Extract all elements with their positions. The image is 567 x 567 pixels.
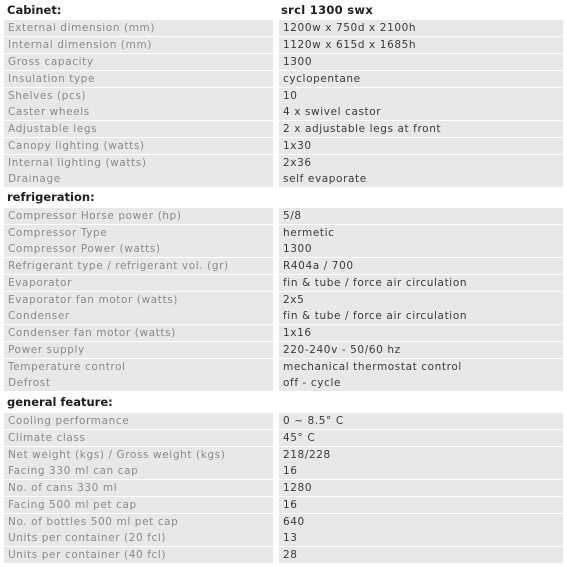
spec-value: 10: [279, 88, 563, 104]
spec-value: 45° C: [279, 430, 563, 446]
spec-value: fin & tube / force air circulation: [279, 308, 563, 324]
spec-row: [4, 463, 563, 479]
spec-value: 2 x adjustable legs at front: [279, 121, 563, 137]
spec-row: [4, 359, 563, 375]
spec-value: 1x16: [279, 325, 563, 341]
spec-label: Units per container (20 fcl): [4, 530, 273, 546]
spec-row: [4, 241, 563, 257]
spec-label: Adjustable legs: [4, 121, 273, 137]
spec-row: [4, 258, 563, 274]
spec-row: [4, 480, 563, 496]
spec-label: Defrost: [4, 375, 273, 391]
spec-label: Evaporator fan motor (watts): [4, 292, 273, 308]
spec-label: Compressor Horse power (hp): [4, 208, 273, 224]
spec-label: No. of cans 330 ml: [4, 480, 273, 496]
spec-label: Evaporator: [4, 275, 273, 291]
general-section-title: general feature:: [7, 395, 113, 409]
spec-value: off - cycle: [279, 375, 563, 391]
spec-value: hermetic: [279, 225, 563, 241]
spec-value: R404a / 700: [279, 258, 563, 274]
spec-row: [4, 430, 563, 446]
spec-label: Canopy lighting (watts): [4, 138, 273, 154]
spec-row: [4, 413, 563, 429]
spec-label: Internal dimension (mm): [4, 37, 273, 53]
spec-row: [4, 88, 563, 104]
spec-label: Net weight (kgs) / Gross weight (kgs): [4, 447, 273, 463]
spec-row: [4, 138, 563, 154]
spec-row: [4, 375, 563, 391]
spec-value: 1300: [279, 54, 563, 70]
spec-value: 640: [279, 514, 563, 530]
spec-label: No. of bottles 500 ml pet cap: [4, 514, 273, 530]
spec-row: [4, 54, 563, 70]
refrigeration-section-title: refrigeration:: [7, 190, 95, 204]
spec-value: 4 x swivel castor: [279, 104, 563, 120]
spec-label: Shelves (pcs): [4, 88, 273, 104]
spec-value: 1280: [279, 480, 563, 496]
spec-value: 218/228: [279, 447, 563, 463]
cabinet-section-header: [4, 2, 563, 18]
spec-value: 2x5: [279, 292, 563, 308]
spec-row: [4, 447, 563, 463]
spec-label: External dimension (mm): [4, 20, 273, 36]
spec-row: [4, 514, 563, 530]
spec-row: [4, 171, 563, 187]
spec-label: Cooling performance: [4, 413, 273, 429]
spec-row: [4, 497, 563, 513]
spec-value: self evaporate: [279, 171, 563, 187]
spec-label: Insulation type: [4, 71, 273, 87]
spec-value: 16: [279, 463, 563, 479]
spec-label: Compressor Power (watts): [4, 241, 273, 257]
spec-label: Units per container (40 fcl): [4, 547, 273, 563]
spec-row: [4, 71, 563, 87]
spec-value: 13: [279, 530, 563, 546]
spec-row: [4, 342, 563, 358]
spec-label: Drainage: [4, 171, 273, 187]
spec-row: [4, 20, 563, 36]
general-section-header: [4, 394, 563, 410]
spec-row: [4, 308, 563, 324]
spec-label: Climate class: [4, 430, 273, 446]
model-name: srcl 1300 swx: [281, 3, 374, 17]
spec-label: Internal lighting (watts): [4, 155, 273, 171]
spec-value: 1x30: [279, 138, 563, 154]
spec-row: [4, 325, 563, 341]
spec-row: [4, 208, 563, 224]
spec-value: 2x36: [279, 155, 563, 171]
spec-value: 0 ~ 8.5° C: [279, 413, 563, 429]
spec-value: 1300: [279, 241, 563, 257]
cabinet-section-title: Cabinet:: [7, 3, 62, 17]
spec-label: Facing 500 ml pet cap: [4, 497, 273, 513]
spec-row: [4, 275, 563, 291]
spec-value: 1200w x 750d x 2100h: [279, 20, 563, 36]
spec-row: [4, 225, 563, 241]
spec-label: Refrigerant type / refrigerant vol. (gr): [4, 258, 273, 274]
spec-label: Condenser: [4, 308, 273, 324]
spec-value: 5/8: [279, 208, 563, 224]
spec-label: Condenser fan motor (watts): [4, 325, 273, 341]
spec-row: [4, 547, 563, 563]
spec-row: [4, 104, 563, 120]
spec-label: Facing 330 ml can cap: [4, 463, 273, 479]
spec-row: [4, 37, 563, 53]
spec-value: 16: [279, 497, 563, 513]
spec-value: fin & tube / force air circulation: [279, 275, 563, 291]
spec-value: 1120w x 615d x 1685h: [279, 37, 563, 53]
spec-label: Caster wheels: [4, 104, 273, 120]
spec-row: [4, 155, 563, 171]
refrigeration-section-header: [4, 189, 563, 205]
spec-label: Compressor Type: [4, 225, 273, 241]
spec-label: Temperature control: [4, 359, 273, 375]
spec-row: [4, 292, 563, 308]
spec-label: Gross capacity: [4, 54, 273, 70]
spec-value: 28: [279, 547, 563, 563]
spec-label: Power supply: [4, 342, 273, 358]
spec-value: cyclopentane: [279, 71, 563, 87]
spec-row: [4, 530, 563, 546]
spec-value: 220-240v - 50/60 hz: [279, 342, 563, 358]
spec-value: mechanical thermostat control: [279, 359, 563, 375]
spec-row: [4, 121, 563, 137]
